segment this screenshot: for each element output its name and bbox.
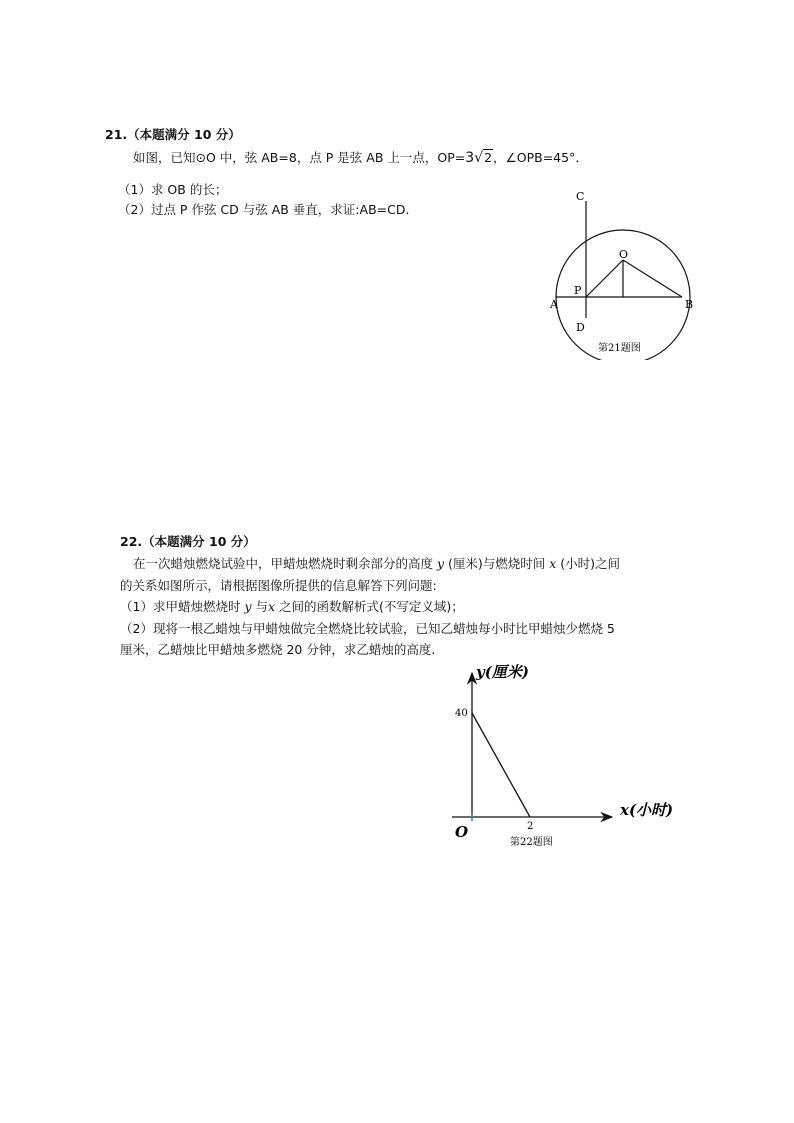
q22-line1-b: (厘米)与燃烧时间 [444, 556, 550, 571]
q22-line1-a: 在一次蜡烛燃烧试验中，甲蜡烛燃烧时剩余部分的高度 [133, 556, 437, 571]
q21-stem-radicand: 2 [484, 150, 493, 165]
q22-line1 [133, 554, 620, 572]
q21-label-o: O [619, 248, 629, 261]
q21-sub1: （1）求 OB 的长； [118, 182, 228, 197]
q22-series-line [472, 713, 530, 817]
q22-title: 22.（本题满分 10 分） [120, 534, 256, 549]
q21-label-p: P [574, 284, 582, 297]
q22-line2: 的关系如图所示，请根据图像所提供的信息解答下列问题: [120, 578, 437, 593]
q21-title: 21.（本题满分 10 分） [105, 127, 241, 142]
q21-segment-op [586, 260, 623, 297]
q22-sub1 [120, 597, 464, 615]
q22-x-tick-label: 2 [527, 821, 534, 832]
q22-origin-label: O [455, 823, 469, 841]
q21-label-c: C [576, 190, 585, 203]
q21-caption: 第21题图 [598, 343, 641, 354]
q21-stem-coef: 3 [465, 150, 475, 166]
q21-sub2: （2）过点 P 作弦 CD 与弦 AB 垂直，求证:AB=CD. [118, 202, 410, 217]
q22-caption: 第22题图 [510, 837, 553, 848]
q22-x-axis-label: x(小时) [620, 801, 674, 819]
q21-label-b: B [685, 298, 694, 311]
q21-segment-ob [623, 260, 682, 297]
q21-stem-part2: ，∠OPB=45°． [493, 150, 588, 165]
q22-var-y: y [436, 556, 445, 571]
q22-graph [440, 655, 710, 855]
q22-sub1-b: 与 [251, 599, 268, 614]
q21-label-d: D [576, 321, 585, 334]
q21-stem [133, 148, 588, 166]
q21-sqrt: √2 [474, 150, 493, 166]
q22-sub1-var-x: x [267, 599, 276, 614]
q22-sub2-line1: （2）现将一根乙蜡烛与甲蜡烛做完全燃烧比较试验，已知乙蜡烛每小时比甲蜡烛少燃烧 5 [120, 621, 615, 636]
q22-sub2-line2: 厘米，乙蜡烛比甲蜡烛多燃烧 20 分钟，求乙蜡烛的高度. [120, 642, 436, 657]
q22-y-axis-label: y(厘米) [476, 663, 529, 681]
q22-sub1-c: 之间的函数解析式(不写定义域)； [275, 599, 464, 614]
q22-sub1-a: （1）求甲蜡烛燃烧时 [120, 599, 245, 614]
q21-label-a: A [550, 298, 558, 311]
q22-sub1-var-y: y [244, 599, 252, 614]
q22-line1-c: (小时)之间 [556, 556, 621, 571]
q21-stem-part1: 如图，已知⊙O 中，弦 AB=8，点 P 是弦 AB 上一点，OP= [133, 150, 466, 165]
q22-y-tick-label: 40 [455, 708, 468, 719]
q21-figure [540, 185, 720, 360]
q22-var-x: x [549, 556, 557, 571]
